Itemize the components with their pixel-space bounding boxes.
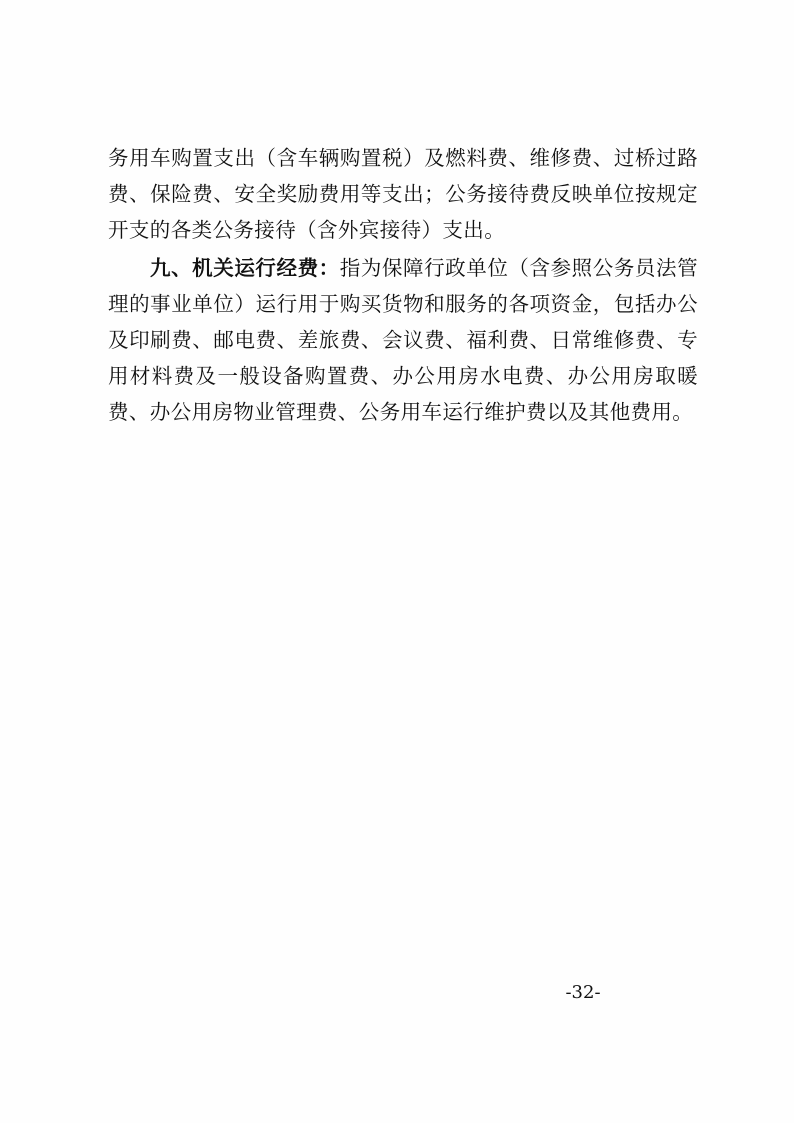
page-number-value: -32-: [565, 982, 601, 1003]
page-number: [0, 982, 794, 1003]
paragraph-vehicle-expenses: [108, 140, 698, 248]
paragraph-agency-operating-funds: [108, 250, 698, 430]
document-body: [108, 140, 698, 430]
paragraph-text: 指为保障行政单位（含参照公务员法管理的事业单位）运行用于购买货物和服务的各项资金，包括办公及印刷费、邮电费、差旅费、会议费、福利费、日常维修费、专用材料费及一般设备购置费、办公用房水电费、办公用房取暖费、办公用房物业管理费、公务用车运行维护费以及其他费用。: [108, 256, 698, 424]
paragraph-text: 务用车购置支出（含车辆购置税）及燃料费、维修费、过桥过路费、保险费、安全奖励费用等支出；公务接待费反映单位按规定开支的各类公务接待（含外宾接待）支出。: [108, 146, 698, 242]
paragraph-heading-lead: 九、机关运行经费：: [150, 256, 340, 280]
